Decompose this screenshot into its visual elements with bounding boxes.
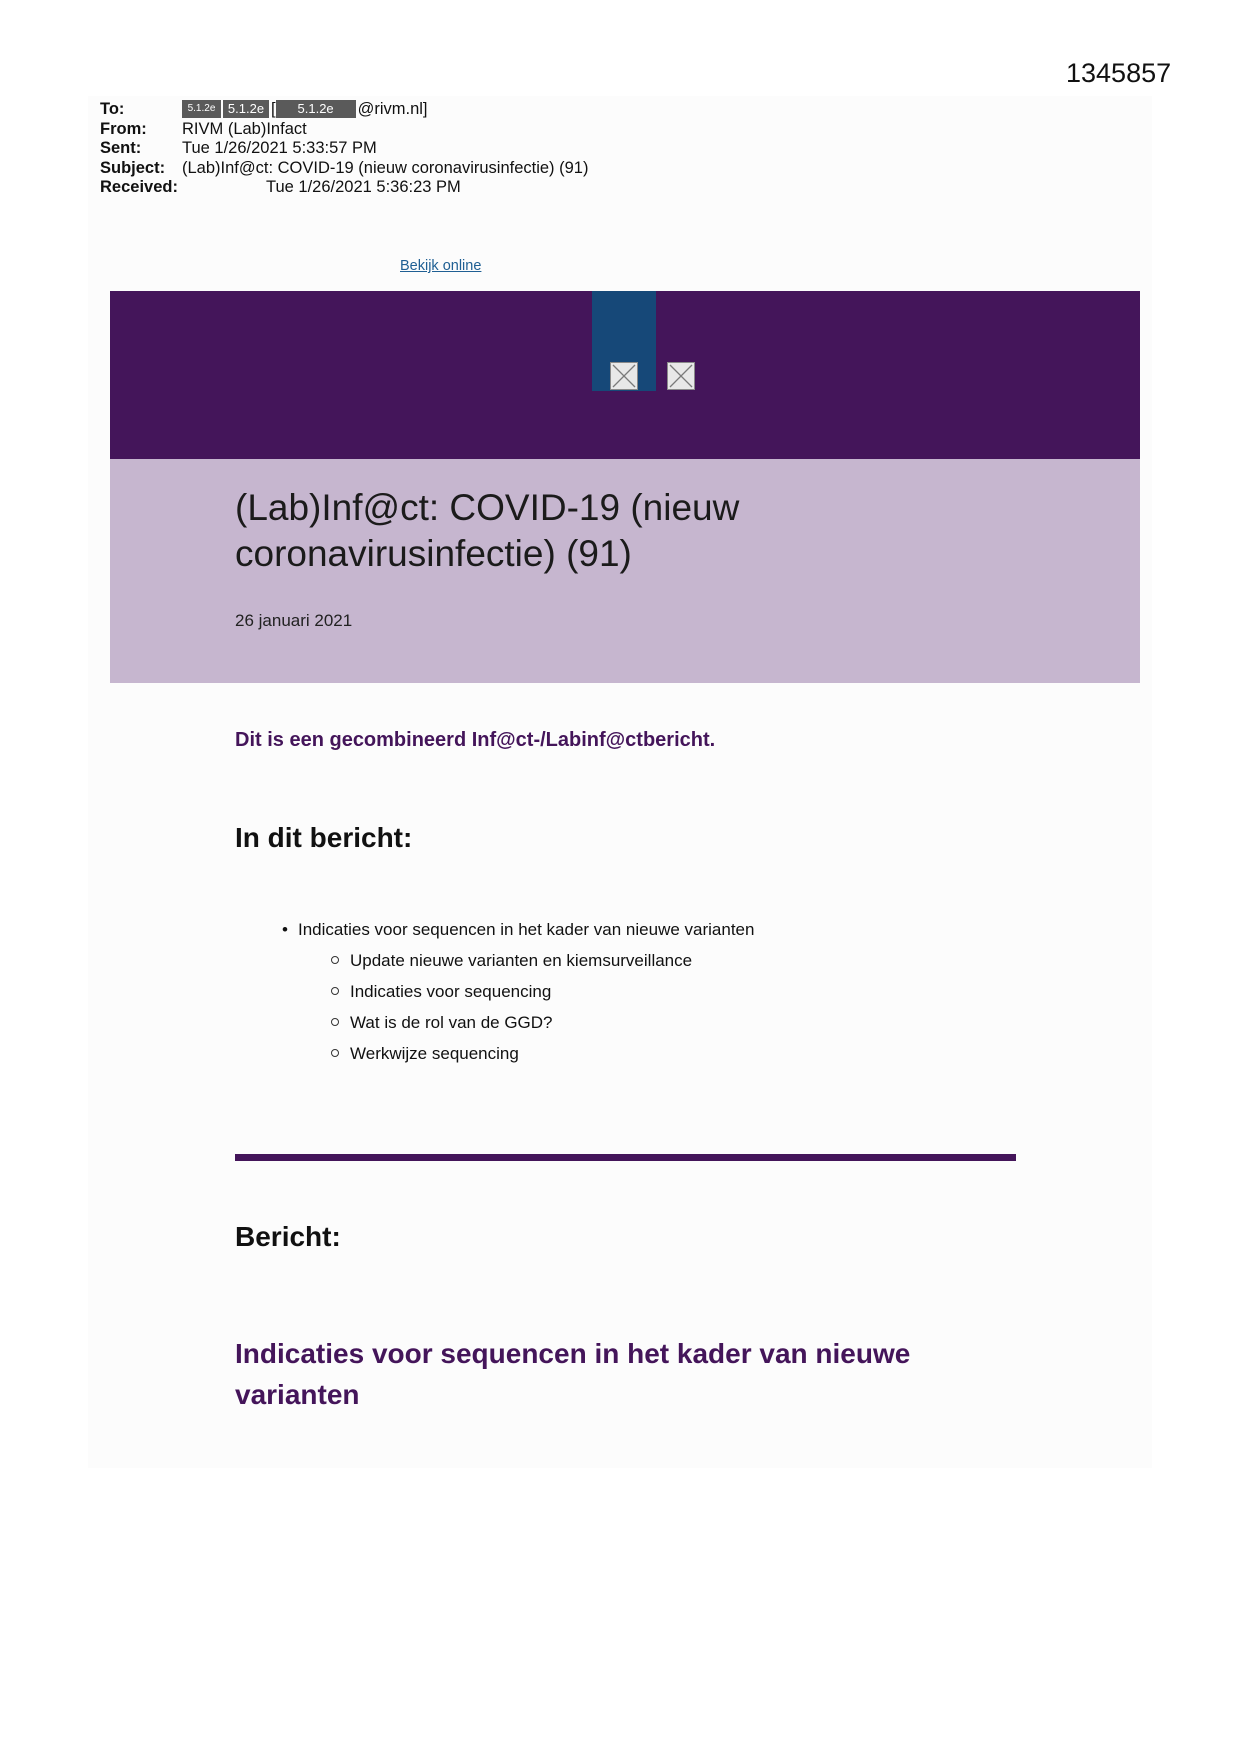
from-label: From:	[100, 119, 147, 138]
sent-value: Tue 1/26/2021 5:33:57 PM	[182, 139, 377, 157]
to-value	[182, 100, 428, 120]
subject-label: Subject:	[100, 158, 166, 177]
section-heading: Indicaties voor sequencen in het kader van nieuwe varianten	[235, 1338, 911, 1410]
toc-subitem[interactable]: Werkwijze sequencing	[282, 1038, 754, 1069]
broken-image-icon	[610, 362, 638, 390]
to-bracket: [	[271, 100, 276, 118]
section-divider	[235, 1154, 1016, 1161]
toc-subitem[interactable]: Wat is de rol van de GGD?	[282, 1007, 754, 1038]
subject-value: (Lab)Inf@ct: COVID-19 (nieuw coronavirusinfectie) (91)	[182, 158, 589, 177]
to-email-domain: @rivm.nl]	[357, 100, 428, 118]
from-value: RIVM (Lab)Infact	[182, 119, 307, 138]
received-label: Received:	[100, 178, 178, 196]
toc-item[interactable]: • Indicaties voor sequencen in het kader van nieuwe varianten	[282, 914, 754, 945]
bericht-heading: Bericht:	[235, 1221, 341, 1252]
received-value: Tue 1/26/2021 5:36:23 PM	[266, 178, 461, 196]
redaction-block: 5.1.2e	[276, 100, 356, 118]
redaction-block: 5.1.2e	[223, 100, 269, 118]
sent-label: Sent:	[100, 139, 142, 157]
view-online-link[interactable]: Bekijk online	[400, 258, 482, 274]
table-of-contents	[282, 914, 754, 1069]
in-dit-bericht-heading: In dit bericht:	[235, 822, 413, 853]
to-label: To:	[100, 100, 125, 118]
toc-subitem[interactable]: Indicaties voor sequencing	[282, 976, 754, 1007]
toc-subitem[interactable]: Update nieuwe varianten en kiemsurveillance	[282, 945, 754, 976]
redaction-block: 5.1.2e	[182, 100, 221, 118]
intro-text: Dit is een gecombineerd Inf@ct-/Labinf@ctbericht.	[235, 729, 716, 751]
newsletter-date: 26 januari 2021	[235, 611, 353, 630]
header-banner	[110, 291, 1140, 459]
document-number: 1345857	[1066, 58, 1172, 88]
title-block	[110, 459, 1140, 683]
broken-image-icon	[667, 362, 695, 390]
newsletter-title: (Lab)Inf@ct: COVID-19 (nieuw coronavirusinfectie) (91)	[235, 487, 740, 574]
